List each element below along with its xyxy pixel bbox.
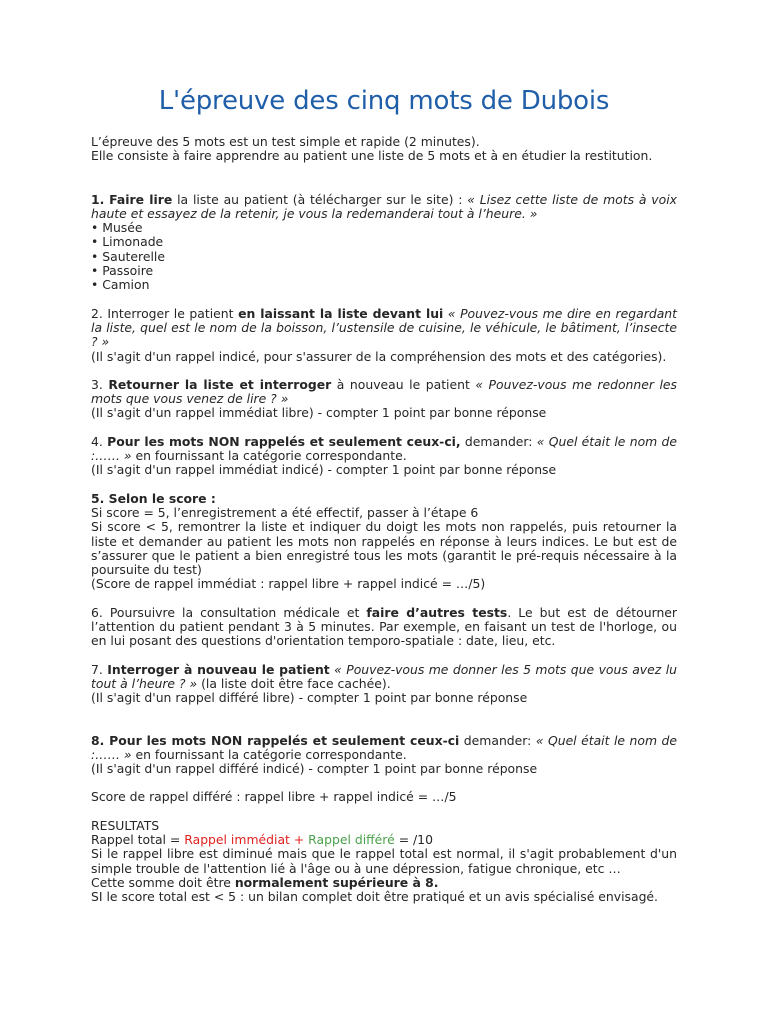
step-number: 4. (91, 433, 103, 449)
step-text: à nouveau le patient (331, 376, 476, 392)
results-bold: normalement supérieure à 8. (234, 874, 439, 890)
step-line: (Score de rappel immédiat : rappel libre + rappel indicé = …/5) (91, 576, 486, 592)
step-bold: Retourner la liste et interroger (108, 376, 332, 392)
total-prefix: Rappel total = (91, 831, 185, 847)
total-suffix: = /10 (394, 831, 433, 847)
step-line: Si score = 5, l’enregistrement a été effectif, passer à l’étape 6 (91, 504, 479, 520)
plus-sign: + (289, 831, 309, 847)
step-quote: « Pouvez-vous me dire en regardant la liste, quel est le nom de la boisson, l’ustensile de cuisine, le véhicule, le bâtiment, l’insecte ? » (91, 305, 677, 350)
word-item: • Passoire (91, 263, 154, 279)
step-number: 3. (91, 376, 103, 392)
step-bold: en laissant la liste devant lui (238, 305, 444, 321)
rappel-immediat: Rappel immédiat (184, 831, 290, 847)
step-bold: Pour les mots NON rappelés et seulement ceux-ci, (107, 433, 461, 449)
step-bold: faire d’autres tests (366, 604, 508, 620)
step-quote: « Pouvez-vous me donner les 5 mots que vous avez lu tout à l’heure ? » (91, 661, 677, 691)
word-item: • Sauterelle (91, 248, 165, 264)
results-line: Si le rappel libre est diminué mais que le rappel total est normal, il s'agit probablement d'un simple trouble de l'attention lié à l'âge ou à une dépression, fatigue chronique, etc … (91, 846, 677, 876)
intro-line: Elle consiste à faire apprendre au patient une liste de 5 mots et à en étudier la restitution. (91, 148, 653, 164)
step-note: (Il s'agit d'un rappel immédiat indicé) - compter 1 point par bonne réponse (91, 462, 557, 478)
step-text: Poursuivre la consultation médicale et (102, 604, 367, 620)
step-2 (91, 307, 677, 364)
step-bold: Interroger à nouveau le patient (107, 661, 330, 677)
step-line: Si score < 5, remontrer la liste et indiquer du doigt les mots non rappelés, puis retourner la liste et demander au patient les mots non rappelés en réponse à leurs indices. Le but est de s’assurer que le patient a bien enregistré tous les mots (garantit le pré-requis nécessaire à la poursuite du test) (91, 519, 677, 578)
step-text: (la liste doit être face cachée). (197, 675, 391, 691)
step-8 (91, 734, 677, 777)
step-number: 1. (91, 191, 105, 207)
word-item: • Limonade (91, 234, 164, 250)
step-note: (Il s'agit d'un rappel différé libre) - compter 1 point par bonne réponse (91, 690, 528, 706)
step-5 (91, 492, 677, 592)
step-7 (91, 663, 677, 706)
step-bold: 8. Pour les mots NON rappelés et seulement ceux-ci (91, 732, 460, 748)
step-number: 6. (91, 604, 103, 620)
step-1 (91, 193, 677, 293)
step-heading: 5. Selon le score : (91, 490, 216, 506)
step-text: demander: (460, 433, 537, 449)
step-number: 2. (91, 305, 103, 321)
results-heading: RESULTATS (91, 817, 160, 833)
rappel-differe: Rappel différé (308, 831, 395, 847)
step-note: (Il s'agit d'un rappel immédiat libre) - compter 1 point par bonne réponse (91, 405, 547, 421)
score-differe: Score de rappel différé : rappel libre + rappel indicé = …/5 (91, 789, 457, 805)
step-3 (91, 378, 677, 421)
step-6 (91, 606, 677, 649)
page-title: L'épreuve des cinq mots de Dubois (158, 86, 610, 116)
word-item: • Musée (91, 220, 143, 236)
step-quote: « Quel était le nom de :…… » (91, 732, 677, 762)
step-text: . Le but est de détourner l’attention du patient pendant 3 à 5 minutes. Par exemple, en faisant un test de l'horloge, ou en lui posant des questions d'orientation temporo-spatiale : date, lieu, etc. (91, 604, 678, 649)
step-quote: « Pouvez-vous me redonner les mots que vous venez de lire ? » (91, 376, 677, 407)
step-quote: « Quel était le nom de :…… » (91, 433, 677, 464)
step-4 (91, 435, 677, 478)
document-page (91, 84, 677, 904)
results-text: Cette somme doit être (91, 874, 235, 890)
step-quote: « Lisez cette liste de mots à voix haute et essayez de la retenir, je vous la redemanderai tout à l’heure. » (91, 191, 677, 221)
step-text: la liste au patient (à télécharger sur le site) : (172, 191, 468, 207)
step-text: en fournissant la catégorie correspondante. (131, 746, 407, 762)
step-bold: Faire lire (109, 191, 173, 207)
step-text: en fournissant la catégorie correspondante. (131, 448, 407, 464)
step-text: demander: (459, 732, 536, 748)
step-note: (Il s'agit d'un rappel différé indicé) - compter 1 point par bonne réponse (91, 761, 538, 777)
step-text: Interroger le patient (102, 305, 239, 321)
step-note: (Il s'agit d'un rappel indicé, pour s'assurer de la compréhension des mots et des catégories). (91, 348, 667, 364)
results-line: SI le score total est < 5 : un bilan complet doit être pratiqué et un avis spécialisé envisagé. (91, 889, 658, 905)
results-section (91, 819, 677, 905)
intro-line: L’épreuve des 5 mots est un test simple et rapide (2 minutes). (91, 134, 480, 149)
word-item: • Camion (91, 277, 150, 293)
step-number: 7. (91, 661, 103, 677)
